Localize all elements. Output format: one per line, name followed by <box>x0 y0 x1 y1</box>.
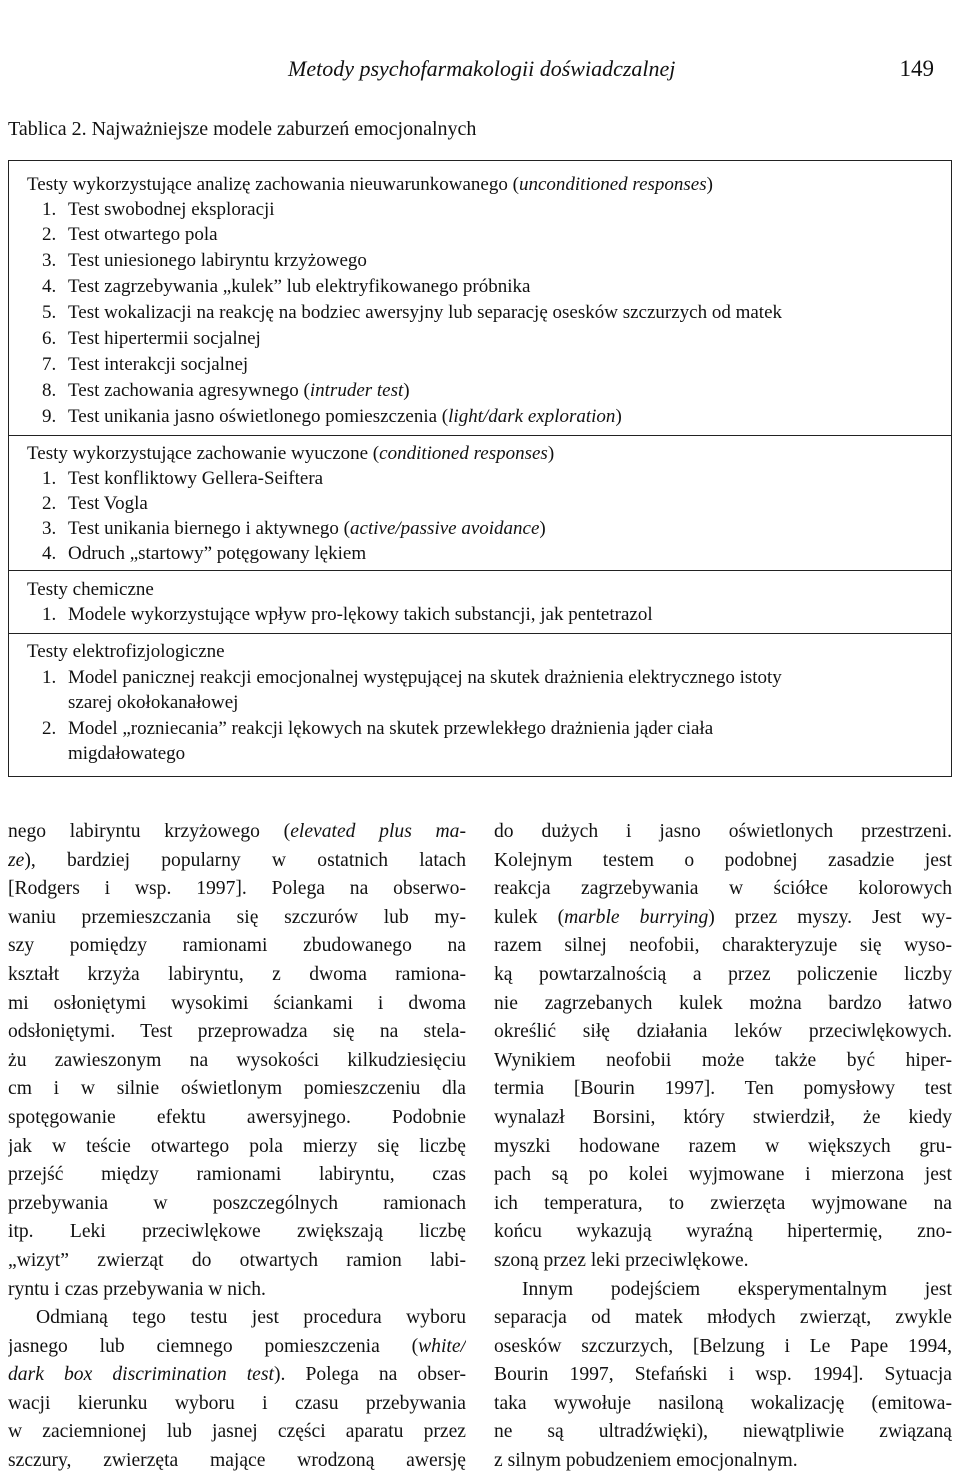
list-item-continuation: szarej okołokanałowej <box>68 692 239 713</box>
text-line: Bourin 1997, Stefański i wsp. 1994]. Sytuacja <box>494 1364 952 1386</box>
list-item: 1. Model panicznej reakcji emocjonalnej występującej na skutek drażnienia elektrycznego istoty <box>42 667 782 688</box>
text-line: kulek (marble burrying) przez myszy. Jest wy- <box>494 906 952 928</box>
text-line: ne są ultradźwięki), niewątpliwie związaną <box>494 1421 952 1443</box>
text-line: przejść między ramionami labiryntu, czas <box>8 1164 466 1186</box>
section-heading: Testy wykorzystujące analizę zachowania nieuwarunkowanego (unconditioned responses) <box>27 174 713 195</box>
list-item: 2. Model „rozniecania” reakcji lękowych na skutek przewlekłego drażnienia jąder ciała <box>42 718 714 739</box>
list-item: 4. Test zagrzebywania „kulek” lub elektryfikowanego próbnika <box>42 276 531 297</box>
list-item: 6. Test hipertermii socjalnej <box>42 328 261 349</box>
text-line: wynalazł Borsini, który stwierdził, że kiedy <box>494 1106 952 1128</box>
text-line: żu zawieszonym na wysokości kilkudziesięciu <box>8 1049 466 1071</box>
page-number: 149 <box>899 56 934 81</box>
text-line: ze), bardziej popularny w ostatnich latach <box>8 849 466 871</box>
section-heading: Testy elektrofizjologiczne <box>27 641 225 662</box>
text-line: wacji kierunku wyboru i czasu przebywania <box>8 1392 466 1414</box>
text-line: dark box discrimination test). Polega na obser- <box>8 1364 466 1386</box>
text-line: kształt krzyża labiryntu, z dwoma ramiona- <box>8 963 466 985</box>
text-line: separacja od matek młodych zwierząt, zwykle <box>494 1307 952 1329</box>
text-line: cm i w silnie oświetlonym pomieszczeniu dla <box>8 1078 466 1100</box>
section-heading: Testy chemiczne <box>27 579 154 600</box>
text-line: przebywania w poszczególnych ramionach <box>8 1192 466 1214</box>
text-line: myszki hodowane razem w większych gru- <box>494 1135 952 1157</box>
list-item: 1. Test swobodnej eksploracji <box>42 199 275 220</box>
text-line: końcu wykazują wyraźną hipertermię, zno- <box>494 1221 952 1243</box>
list-item: 1. Test konfliktowy Gellera-Seiftera <box>42 468 324 489</box>
section-electrophysiological <box>9 633 951 778</box>
body-column-right <box>494 818 952 1476</box>
text-line: jak w teście otwartego pola mierzy się liczbę <box>8 1135 466 1157</box>
text-line: spotęgowanie efektu awersyjnego. Podobnie <box>8 1106 466 1128</box>
text-line: Kolejnym testem o podobnej zasadzie jest <box>494 849 952 871</box>
section-heading: Testy wykorzystujące zachowanie wyuczone (conditioned responses) <box>27 443 555 464</box>
text-line: szy pomiędzy ramionami zbudowanego na <box>8 935 466 957</box>
running-title: Metody psychofarmakologii doświadczalnej <box>288 56 676 81</box>
text-line: do dużych i jasno oświetlonych przestrzeni. <box>494 821 952 842</box>
text-line: taka wywołuje nasiloną wokalizację (emitowa- <box>494 1392 952 1414</box>
table-caption: Tablica 2. Najważniejsze modele zaburzeń emocjonalnych <box>8 118 477 140</box>
list-item: 1. Modele wykorzystujące wpływ pro-lękowy takich substancji, jak pentetrazol <box>42 604 653 625</box>
list-item: 2. Test otwartego pola <box>42 224 218 245</box>
text-line: w zaciemnionej lub jasnej części aparatu przez <box>8 1421 466 1443</box>
list-item: 2. Test Vogla <box>42 493 148 514</box>
list-item: 8. Test zachowania agresywnego (intruder test) <box>42 380 410 401</box>
text-line: nie zagrzebanych kulek można bardzo łatwo <box>494 992 952 1014</box>
text-line: razem silnej neofobii, charakteryzuje się wyso- <box>494 935 952 957</box>
text-line: Innym podejściem eksperymentalnym jest <box>522 1278 952 1300</box>
text-line: Odmianą tego testu jest procedura wyboru <box>36 1307 466 1329</box>
text-line: odsłoniętymi. Test przeprowadza się na stela- <box>8 1021 466 1043</box>
text-line: [Rodgers i wsp. 1997]. Polega na obserwo- <box>8 878 466 900</box>
text-line: itp. Leki przeciwlękowe zwiększają liczbę <box>8 1221 466 1243</box>
list-item: 3. Test uniesionego labiryntu krzyżowego <box>42 250 367 271</box>
list-item: 7. Test interakcji socjalnej <box>42 354 249 375</box>
list-item-continuation: migdałowatego <box>68 743 186 764</box>
section-unconditioned <box>9 161 951 435</box>
text-line: osesków szczurzych, [Belzung i Le Pape 1994, <box>494 1335 952 1357</box>
text-line: reakcja zagrzebywania w ściółce kolorowych <box>494 878 952 900</box>
list-item: 9. Test unikania jasno oświetlonego pomieszczenia (light/dark exploration) <box>42 406 622 427</box>
text-line: z silnym pobudzeniem emocjonalnym. <box>494 1450 798 1472</box>
text-line: Wynikiem neofobii może także być hiper- <box>494 1049 952 1071</box>
text-line: określić siłę działania leków przeciwlękowych. <box>494 1021 952 1043</box>
body-column-left <box>8 818 466 1476</box>
text-line: pach są po kolei wyjmowane i mierzona jest <box>494 1164 952 1186</box>
section-conditioned <box>9 435 951 570</box>
list-item: 5. Test wokalizacji na reakcję na bodziec awersyjny lub separację osesków szczurzych od matek <box>42 302 783 323</box>
list-item: 3. Test unikania biernego i aktywnego (active/passive avoidance) <box>42 518 546 539</box>
text-line: ryntu i czas przebywania w nich. <box>8 1278 266 1300</box>
text-line: ich temperatura, to zwierzęta wyjmowane na <box>494 1192 952 1214</box>
text-line: szczury, zwierzęta mające wrodzoną awersję <box>8 1450 466 1472</box>
text-line: termia [Bourin 1997]. Ten pomysłowy test <box>494 1078 952 1100</box>
text-line: nego labiryntu krzyżowego (elevated plus ma- <box>8 821 466 842</box>
emotional-disorder-models-table <box>8 160 952 777</box>
text-line: mi osłoniętymi wysokimi ściankami i dwoma <box>8 992 466 1014</box>
text-line: ką powtarzalnością a przez policzenie liczby <box>494 963 952 985</box>
text-line: waniu przemieszczania się szczurów lub my- <box>8 906 466 928</box>
text-line: jasnego lub ciemnego pomieszczenia (white/ <box>8 1335 466 1357</box>
text-line: szoną przez leki przeciwlękowe. <box>494 1249 749 1271</box>
section-chemical <box>9 570 951 633</box>
list-item: 4. Odruch „startowy” potęgowany lękiem <box>42 543 367 564</box>
text-line: „wizyt” zwierząt do otwartych ramion labi- <box>8 1249 466 1271</box>
